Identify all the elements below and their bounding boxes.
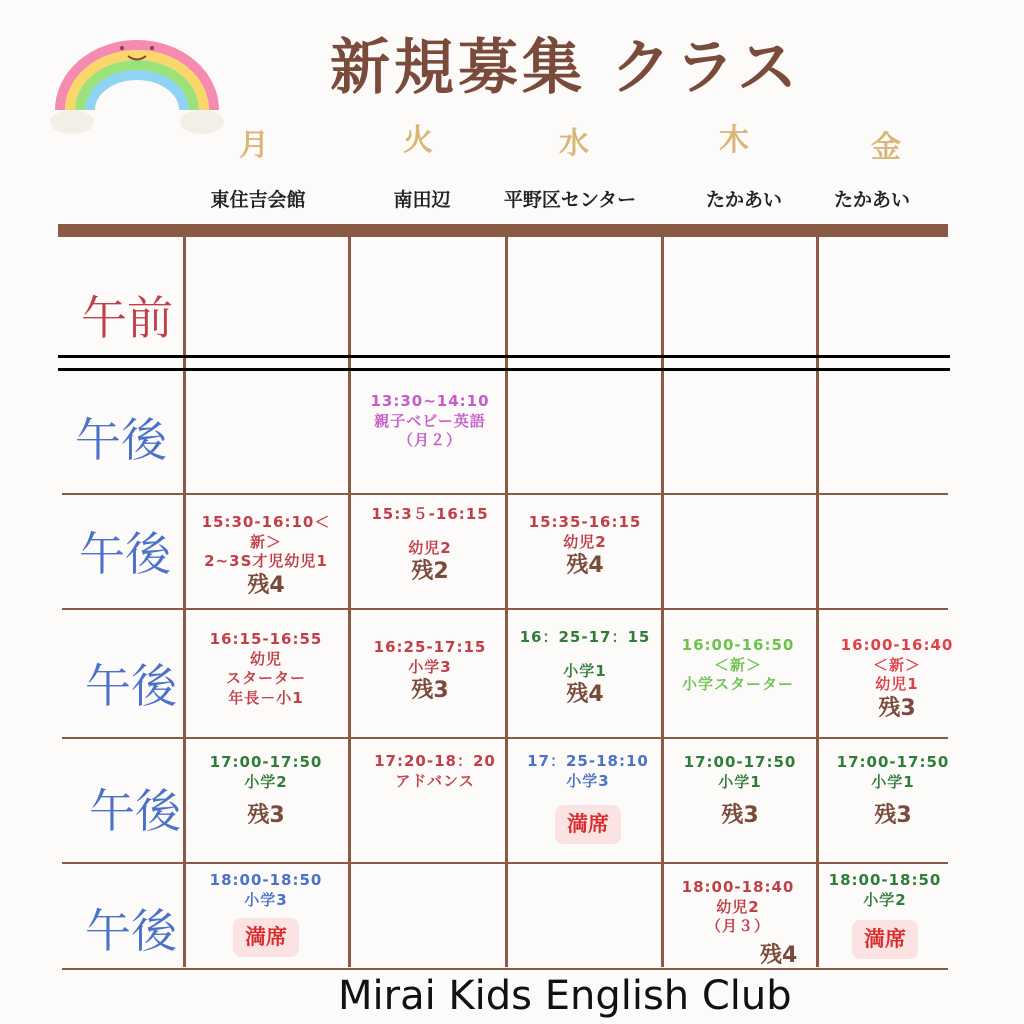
- class-name: 小学2: [244, 772, 288, 791]
- day-thu: 木: [719, 123, 749, 158]
- class-time: 17:00-17:50: [836, 753, 950, 771]
- class-cell-tue-3: [345, 638, 515, 706]
- row-label-pm: 午後: [85, 904, 177, 958]
- class-name: 小学1: [871, 772, 915, 791]
- class-time: 13:30~14:10: [370, 392, 490, 410]
- class-name: 小学3: [408, 657, 452, 676]
- column-divider: [661, 237, 664, 967]
- row-divider: [62, 862, 948, 864]
- remaining-seats: 残3: [721, 803, 759, 828]
- footer-brand: Mirai Kids English Club: [338, 973, 792, 1019]
- class-time: 18:00-18:50: [828, 871, 942, 889]
- class-cell-thu-3: [653, 636, 823, 695]
- class-cell-mon-4: [181, 753, 351, 831]
- remaining-seats: 残4: [566, 682, 604, 707]
- class-name: 幼児2: [408, 538, 452, 557]
- divider-double: [58, 355, 950, 358]
- remaining-seats: 残2: [411, 559, 449, 584]
- class-time: 16:00-16:50: [681, 636, 795, 654]
- day-wed: 水: [559, 126, 589, 161]
- class-time: 18:00-18:40: [681, 878, 795, 896]
- class-time: 15:30-16:10＜: [201, 513, 331, 531]
- remaining-seats: 残3: [874, 803, 912, 828]
- class-name: 小学2: [863, 890, 907, 909]
- row-divider: [62, 608, 948, 610]
- header-bar: [58, 224, 948, 237]
- class-time: 17:00-17:50: [683, 753, 797, 771]
- class-cell-mon-2: [181, 513, 351, 600]
- class-cell-thu-4: [655, 753, 825, 831]
- class-line: スターター: [225, 669, 306, 687]
- class-cell-wed-2: [500, 513, 670, 581]
- venue-tue: 南田辺: [393, 189, 451, 211]
- class-line: ＜新＞: [872, 655, 921, 674]
- venue-fri: たかあい: [833, 189, 910, 211]
- class-cell-mon-3: [181, 630, 351, 708]
- class-line: 2~3S才児幼児1: [204, 552, 328, 570]
- class-time: 16:25-17:15: [373, 638, 487, 656]
- class-name: 幼児2: [716, 897, 760, 916]
- class-cell-tue-1: [345, 392, 515, 451]
- day-tue: 火: [403, 123, 433, 158]
- class-cell-fri-4: [808, 753, 978, 831]
- full-badge: 満席: [233, 918, 299, 957]
- class-time: 16：25-17：15: [519, 628, 651, 646]
- row-label-am: 午前: [81, 291, 173, 345]
- class-name: 小学1: [563, 661, 607, 680]
- remaining-seats: 残4: [247, 572, 285, 598]
- column-divider: [816, 237, 819, 967]
- class-cell-tue-2: [345, 505, 515, 587]
- venue-thu: たかあい: [705, 189, 782, 211]
- class-line: 幼児: [249, 649, 282, 668]
- column-divider: [505, 237, 508, 967]
- class-line: ＜新＞: [713, 655, 762, 674]
- class-line: 幼児1: [875, 675, 919, 693]
- column-divider: [183, 237, 186, 967]
- class-cell-tue-4: [350, 752, 520, 791]
- class-name: 小学1: [718, 772, 762, 791]
- venue-mon: 東住吉会館: [210, 189, 306, 211]
- remaining-seats: 残4: [566, 553, 604, 578]
- class-line: 小学スターター: [681, 675, 794, 693]
- day-fri: 金: [871, 130, 901, 165]
- row-label-pm: 午後: [75, 413, 167, 467]
- remaining-seats: 残4: [760, 943, 798, 968]
- venue-wed: 平野区センター: [503, 189, 637, 211]
- full-badge: 満席: [555, 805, 621, 844]
- class-time: 16:00-16:40: [840, 636, 954, 654]
- remaining-seats: 残3: [411, 678, 449, 703]
- class-note: （月３）: [705, 917, 770, 935]
- class-name: 小学3: [244, 890, 288, 909]
- class-note: （月２）: [397, 431, 462, 449]
- class-time: 15:35-16:15: [528, 513, 642, 531]
- class-cell-fri-3: [812, 636, 982, 723]
- row-divider: [62, 493, 948, 495]
- class-time: 18:00-18:50: [209, 871, 323, 889]
- class-cell-mon-5: [181, 871, 351, 957]
- class-line: 新＞: [249, 532, 282, 551]
- row-label-pm: 午後: [79, 527, 171, 581]
- class-time: 15:3５-16:15: [371, 505, 489, 523]
- divider-double: [58, 368, 950, 371]
- class-name: 親子ベビー英語: [374, 411, 486, 430]
- column-divider: [348, 237, 351, 967]
- class-name: 幼児2: [563, 532, 607, 551]
- full-badge: 満席: [852, 920, 918, 959]
- row-label-pm: 午後: [85, 659, 177, 713]
- class-time: 17:00-17:50: [209, 753, 323, 771]
- class-cell-wed-3: [500, 628, 670, 710]
- remaining-seats: 残3: [247, 803, 285, 828]
- row-divider: [62, 737, 948, 739]
- class-cell-thu-5: [653, 878, 823, 937]
- class-name: アドバンス: [395, 771, 475, 790]
- day-mon: 月: [239, 128, 269, 163]
- class-time: 17：25-18:10: [527, 752, 649, 770]
- class-time: 17:20-18：20: [374, 752, 496, 770]
- class-name: 小学3: [566, 771, 610, 790]
- class-line: 年長－小1: [228, 688, 304, 707]
- row-label-pm: 午後: [89, 784, 181, 838]
- page-title: 新規募集 クラス: [330, 33, 802, 103]
- remaining-seats: 残3: [878, 695, 916, 721]
- class-cell-fri-5: [800, 871, 970, 959]
- row-divider: [62, 968, 948, 970]
- class-time: 16:15-16:55: [209, 630, 323, 648]
- class-cell-wed-4: [503, 752, 673, 844]
- rainbow-logo: [50, 30, 225, 140]
